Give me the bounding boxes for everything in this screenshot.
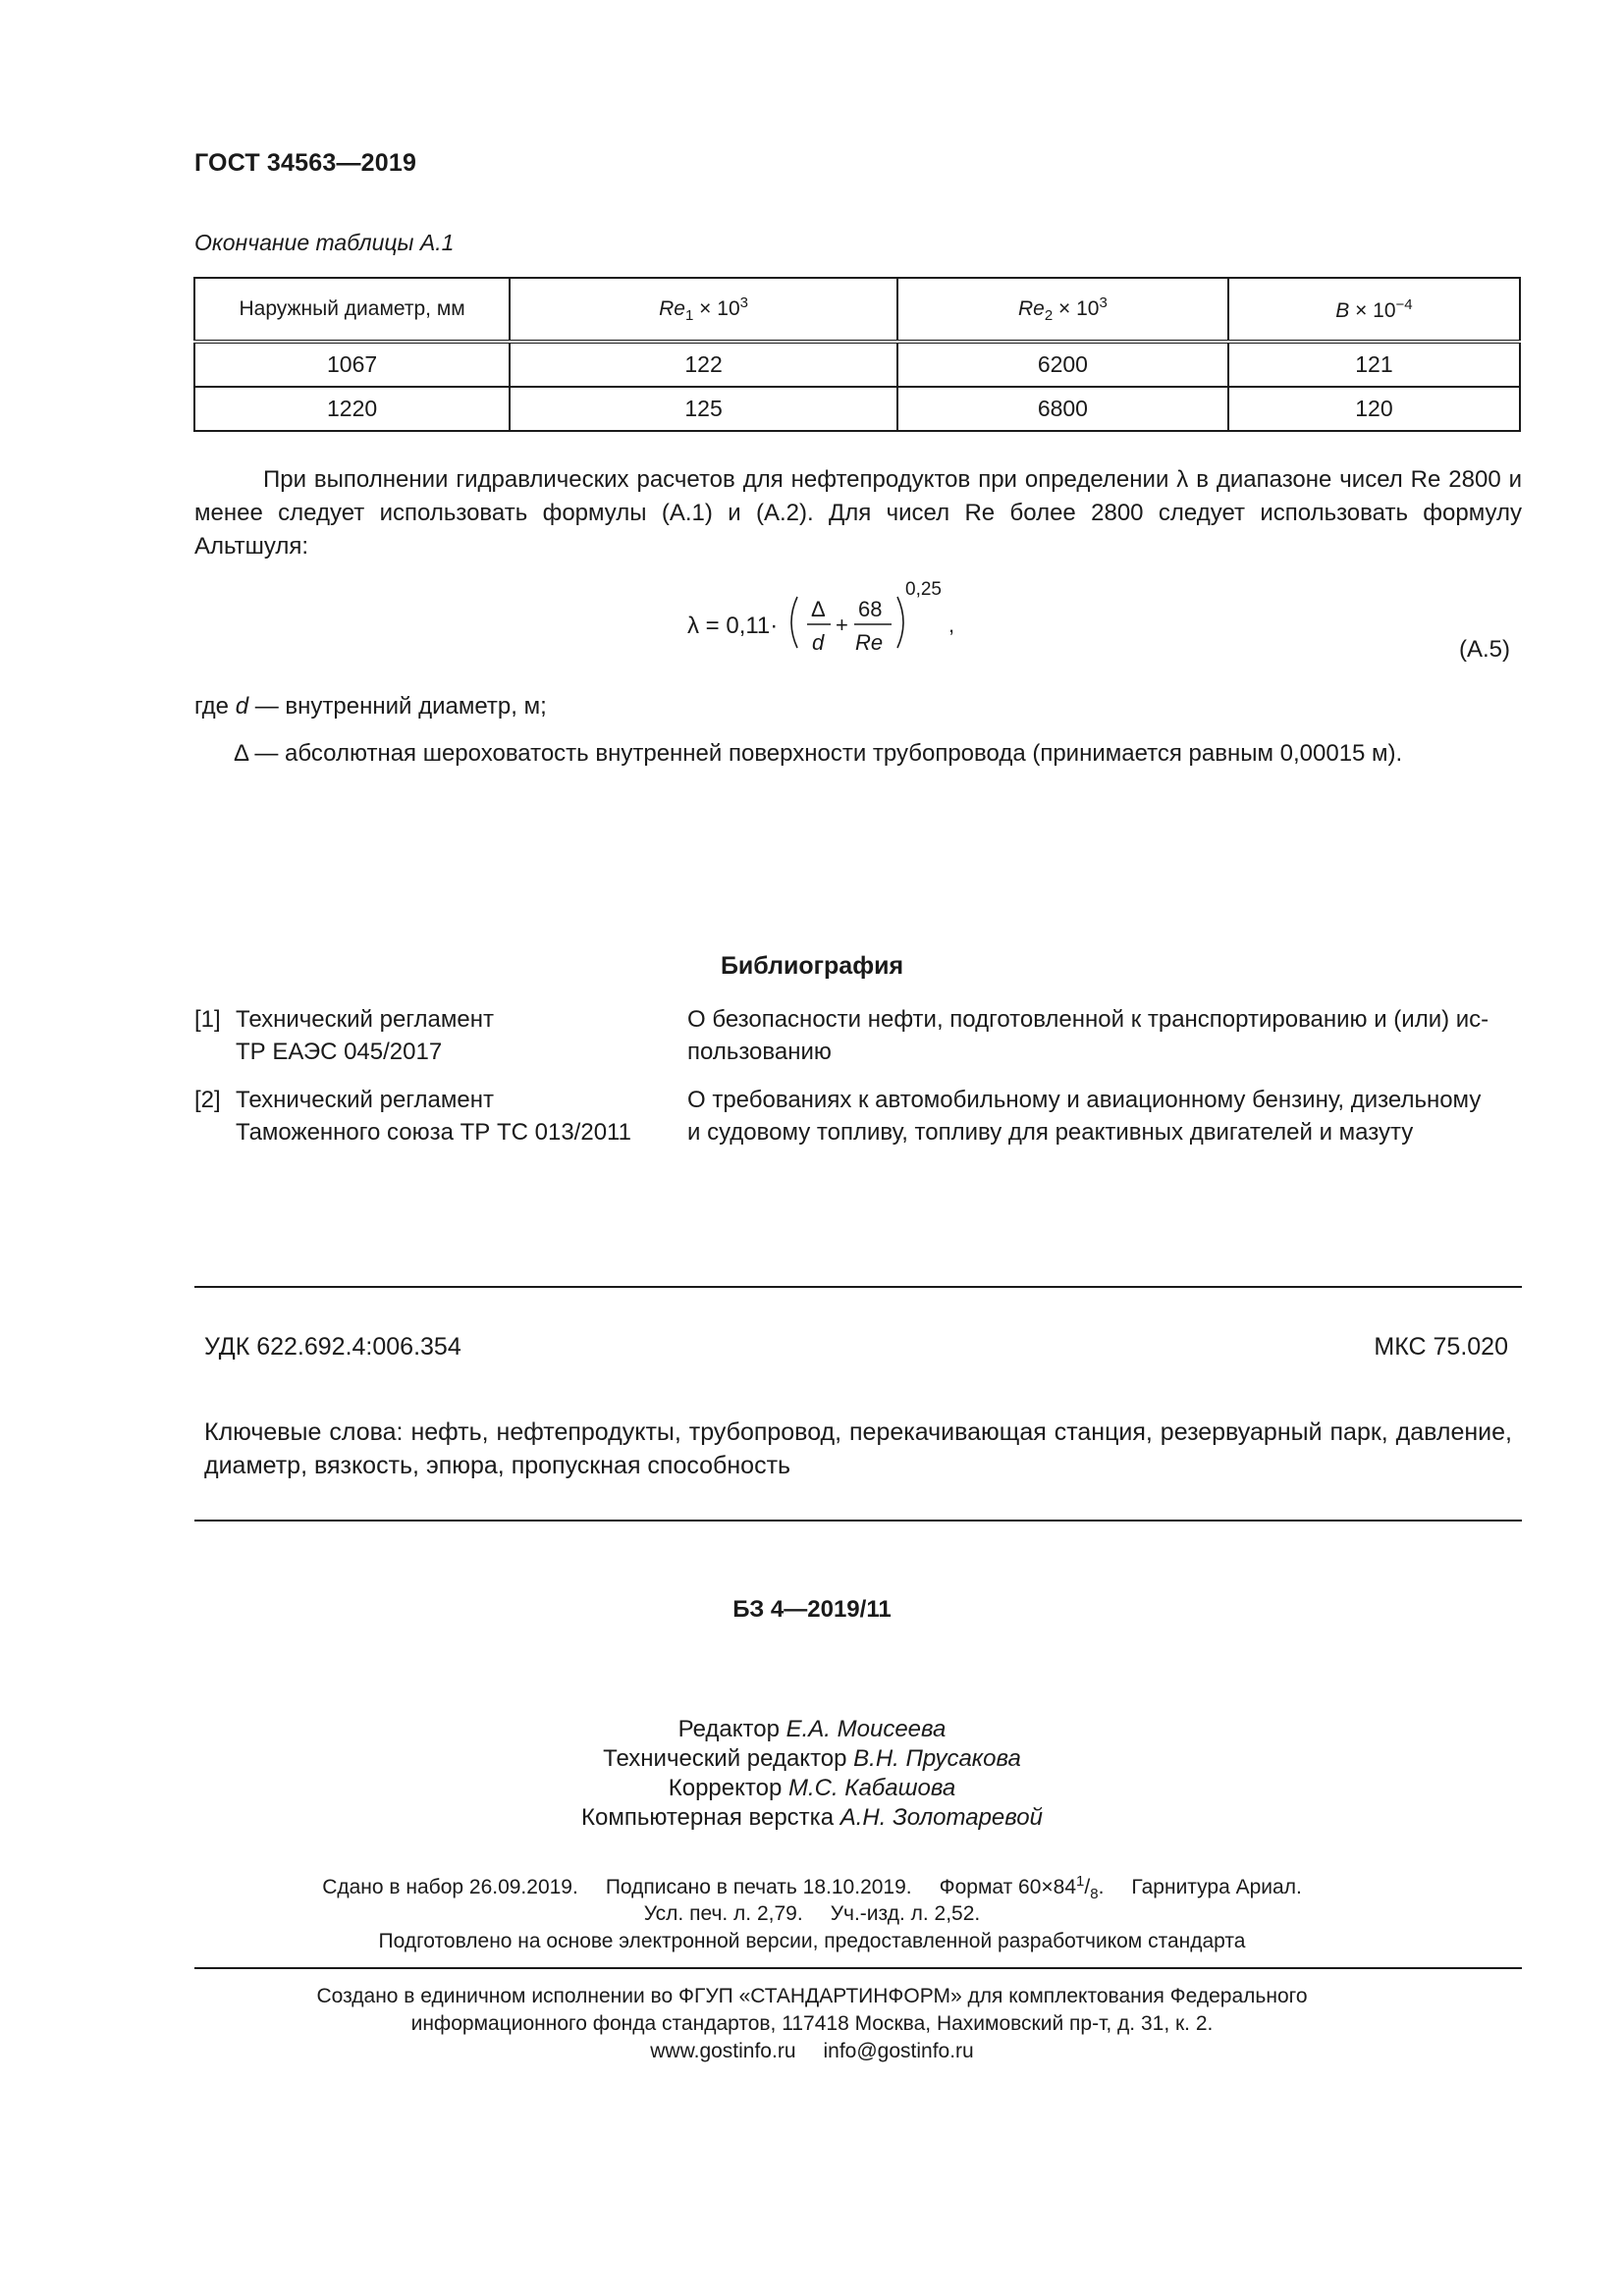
body-paragraph: При выполнении гидравлических расчетов для нефтепродуктов при определении λ в диапазоне чисел Re 2800 и менее следует использовать формулы (А.1) и (А.2). Для чисел Re более 2800 следует использовать формулу Альтшуля: xyxy=(194,466,1522,560)
where-delta-symbol: Δ xyxy=(234,740,248,767)
right-paren xyxy=(897,597,903,648)
where-d-text: — внутренний диаметр, м; xyxy=(254,693,547,720)
website-link[interactable]: www.gostinfo.ru xyxy=(650,2040,796,2062)
prepared-note: Подготовлено на основе электронной версии, предоставленной разработчиком стандарта xyxy=(378,1930,1246,1952)
left-paren xyxy=(791,597,797,648)
header-outer-diameter: Наружный диаметр, мм xyxy=(194,278,510,342)
formula-re: Re xyxy=(855,630,884,655)
header-re2: $Re_2 \times 10^3$ xyxy=(897,278,1228,342)
where-delta xyxy=(234,740,1402,768)
table-cell: 122 xyxy=(510,342,897,387)
where-d-symbol: d xyxy=(235,693,249,720)
bib-left-1: Технический регламент ТР ЕАЭС 045/2017 xyxy=(236,1006,494,1065)
header-re1: $Re_1 \times 10^3$ xyxy=(510,278,897,342)
where-intro: где xyxy=(194,693,230,720)
bib-left-2: Технический регламент Таможенного союза ТР ТС 013/2011 xyxy=(236,1087,631,1146)
table-cell: 120 xyxy=(1228,387,1520,431)
bibliography-title: Библиография xyxy=(720,952,904,980)
divider xyxy=(194,1967,1522,1969)
print-details: Сдано в набор 26.09.2019. Подписано в печать 18.10.2019. Формат $60\times 84^1/_8$. Гарнитура Ариал. xyxy=(322,1873,1302,1903)
formula-lhs: λ = 0,11· xyxy=(687,613,779,639)
header-b: $B \times 10^{-4}$ xyxy=(1228,278,1520,342)
formula-plus: + xyxy=(836,613,848,637)
formula-numerator: 68 xyxy=(858,597,883,621)
table-cell: 6200 xyxy=(897,342,1228,387)
divider xyxy=(194,1520,1522,1522)
staff-editor: Редактор Е.А. Моисеева xyxy=(677,1716,947,1742)
bib-number: [1] xyxy=(194,1006,221,1033)
table-cell: 1220 xyxy=(194,387,510,431)
formula-delta: Δ xyxy=(811,597,826,621)
where-delta-text: — абсолютная шероховатость внутренней поверхности трубопровода (принимается равным 0,00015 м). xyxy=(254,740,1403,767)
table-cell: 1067 xyxy=(194,342,510,387)
divider xyxy=(194,1286,1522,1288)
staff-layout: Компьютерная верстка А.Н. Золотаревой xyxy=(581,1804,1043,1831)
formula-d: d xyxy=(812,630,825,655)
where-d xyxy=(194,693,547,721)
keywords: Ключевые слова: нефть, нефтепродукты, трубопровод, перекачивающая станция, резервуарный парк, давление, диаметр, вязкость, эпюра, пропускная способность xyxy=(204,1418,1512,1479)
table-row xyxy=(194,342,1520,387)
udk-code: УДК 622.692.4:006.354 xyxy=(204,1333,461,1361)
table-cell: 6800 xyxy=(897,387,1228,431)
table-cell: 121 xyxy=(1228,342,1520,387)
table-caption: Окончание таблицы А.1 xyxy=(194,230,455,255)
email-link[interactable]: info@gostinfo.ru xyxy=(823,2040,974,2062)
bz-number: БЗ 4—2019/11 xyxy=(732,1596,892,1623)
table-row xyxy=(194,387,1520,431)
document-code: ГОСТ 34563—2019 xyxy=(194,149,417,177)
formula-comma: , xyxy=(948,613,955,637)
data-table xyxy=(193,277,1521,432)
formula-exponent: 0,25 xyxy=(905,579,942,600)
table-cell: 125 xyxy=(510,387,897,431)
bib-right-1: О безопасности нефти, подготовленной к транспортированию и (или) ис- пользованию xyxy=(687,1006,1489,1065)
table-header-row xyxy=(194,278,1520,342)
altshul-formula xyxy=(687,577,982,666)
created-line-1: Создано в единичном исполнении во ФГУП «СТАНДАРТИНФОРМ» для комплектования Федерального xyxy=(316,1985,1308,2007)
bib-number: [2] xyxy=(194,1087,221,1113)
formula-number: (А.5) xyxy=(1458,636,1510,663)
mks-code: МКС 75.020 xyxy=(1374,1333,1508,1361)
print-sheets: Усл. печ. л. 2,79. Уч.-изд. л. 2,52. xyxy=(643,1902,981,1925)
contacts xyxy=(0,2040,1624,2063)
staff-corrector: Корректор М.С. Кабашова xyxy=(668,1775,956,1801)
created-line-2: информационного фонда стандартов, 117418 Москва, Нахимовский пр-т, д. 31, к. 2. xyxy=(410,2012,1214,2035)
bib-right-2: О требованиях к автомобильному и авиационному бензину, дизельному и судовому топливу, топливу для реактивных двигателей и мазуту xyxy=(687,1087,1482,1146)
staff-tech-editor: Технический редактор В.Н. Прусакова xyxy=(603,1745,1021,1772)
